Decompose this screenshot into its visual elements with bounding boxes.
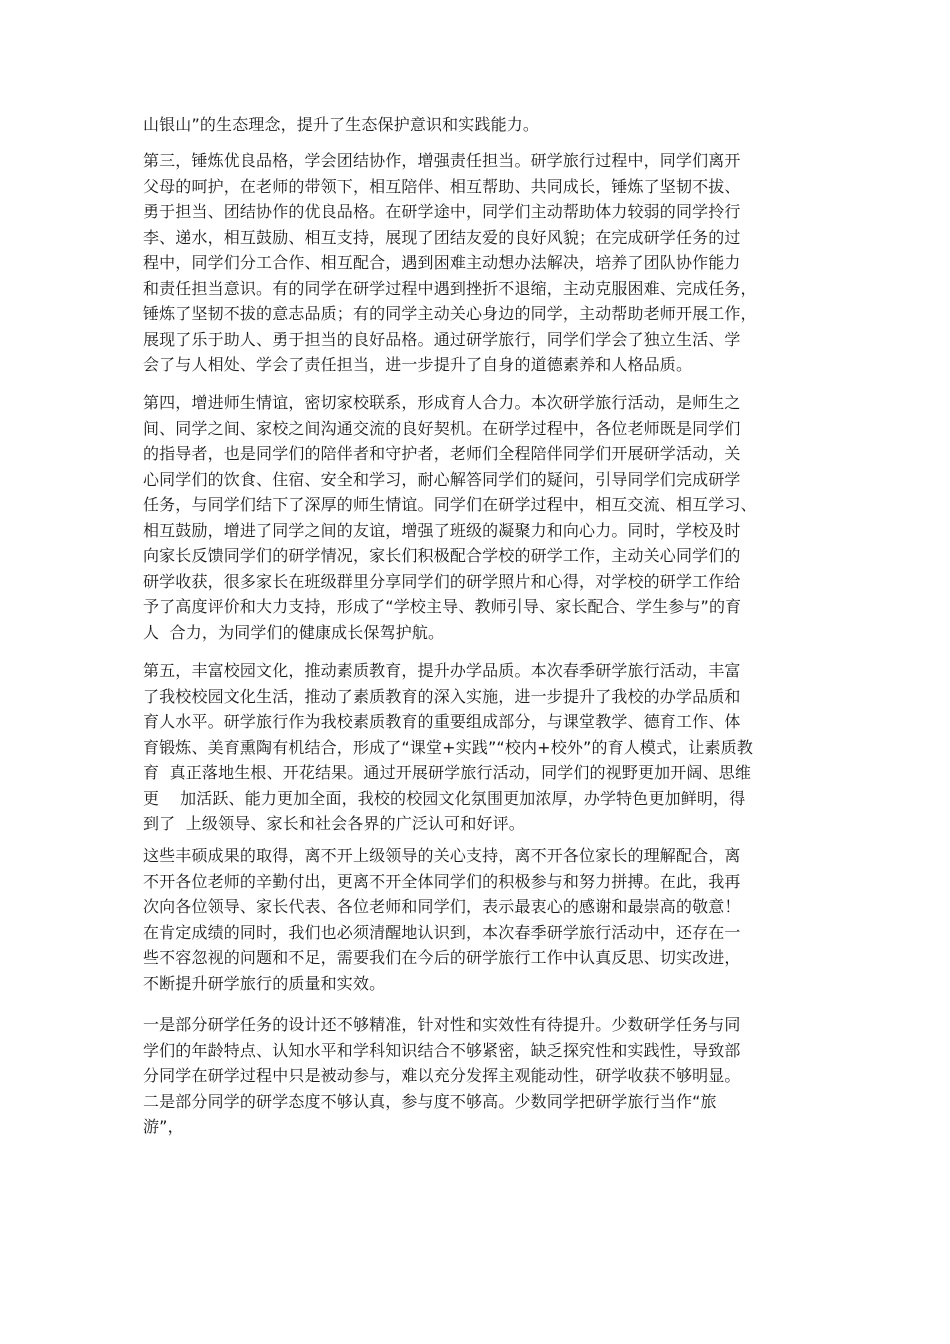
paragraph-intro-fragment [143,112,539,138]
text-line: 展现了乐于助人、勇于担当的良好品格。通过研学旅行，同学们学会了独立生活、学 [143,329,741,349]
text-line: 予了高度评价和大力支持，形成了“学校主导、教师引导、家长配合、学生参与”的育 [143,597,742,616]
text-line: 第五，丰富校园文化，推动素质教育，提升办学品质。本次春季研学旅行活动，丰富 [143,661,741,680]
text-line: 研学收获，很多家长在班级群里分享同学们的研学照片和心得，对学校的研学工作给 [143,571,741,591]
text-line: 的指导者，也是同学们的陪伴者和守护者，老师们全程陪伴同学们开展研学活动，关 [143,444,741,463]
text-line: 会了与人相处、学会了责任担当，进一步提升了自身的道德素养和人格品质。 [143,355,693,374]
text-line: 山银山”的生态理念，提升了生态保护意识和实践能力。 [143,115,540,134]
text-line: 在肯定成绩的同时，我们也必须清醒地认识到，本次春季研学旅行活动中，还存在一 [143,922,741,942]
paragraph-achievements-summary [143,843,741,996]
text-line: 游”， [143,1117,184,1136]
text-line: 育人水平。研学旅行作为我校素质教育的重要组成部分，与课堂教学、德育工作、体 [143,712,741,731]
paragraph-fourth-point [143,390,757,645]
text-line: 这些丰硕成果的取得，离不开上级领导的关心支持，离不开各位家长的理解配合，离 [143,846,741,865]
text-line: 育 真正落地生根、开花结果。通过开展研学旅行活动，同学们的视野更加开阔、思维 [143,763,752,782]
text-line: 些不容忽视的问题和不足，需要我们在今后的研学旅行工作中认真反思、切实改进， [143,948,741,967]
text-line: 学们的年龄特点、认知水平和学科知识结合不够紧密，缺乏探究性和实践性，导致部 [143,1040,741,1060]
paragraph-fifth-point [143,658,753,837]
paragraph-problems [143,1012,741,1140]
text-line: 人 合力，为同学们的健康成长保驾护航。 [143,622,445,642]
text-line: 锤炼了坚韧不拔的意志品质；有的同学主动关心身边的同学，主动帮助老师开展工作， [143,304,757,323]
text-line: 相互鼓励，增进了同学之间的友谊，增强了班级的凝聚力和向心力。同时，学校及时 [143,520,741,540]
text-line: 父母的呵护，在老师的带领下，相互陪伴、相互帮助、共同成长，锤炼了坚韧不拔、 [143,176,741,196]
text-line: 程中，同学们分工合作、相互配合，遇到困难主动想办法解决，培养了团队协作能力 [143,253,741,272]
text-line: 向家长反馈同学们的研学情况，家长们积极配合学校的研学工作，主动关心同学们的 [143,546,741,565]
text-line: 二是部分同学的研学态度不够认真，参与度不够高。少数同学把研学旅行当作“旅 [143,1091,717,1111]
text-line: 和责任担当意识。有的同学在研学过程中遇到挫折不退缩，主动克服困难、完成任务， [143,278,757,298]
text-line: 间、同学之间、家校之间沟通交流的良好契机。在研学过程中，各位老师既是同学们 [143,418,741,438]
text-line: 任务，与同学们结下了深厚的师生情谊。同学们在研学过程中，相互交流、相互学习、 [143,495,757,514]
text-line: 李、递水，相互鼓励、相互支持，展现了团结友爱的良好风貌；在完成研学任务的过 [143,227,741,247]
paragraph-third-point [143,148,757,378]
text-line: 更 加活跃、能力更加全面，我校的校园文化氛围更加浓厚，办学特色更加鲜明，得 [143,788,746,808]
text-line: 第四，增进师生情谊，密切家校联系，形成育人合力。本次研学旅行活动，是师生之 [143,393,741,412]
text-line: 第三，锤炼优良品格，学会团结协作，增强责任担当。研学旅行过程中，同学们离开 [143,151,741,170]
text-line: 心同学们的饮食、住宿、安全和学习，耐心解答同学们的疑问，引导同学们完成研学 [143,469,741,489]
text-line: 分同学在研学过程中只是被动参与，难以充分发挥主观能动性，研学收获不够明显。 [143,1066,741,1085]
text-line: 次向各位领导、家长代表、各位老师和同学们，表示最衷心的感谢和最崇高的敬意！ [143,897,741,916]
text-line: 不断提升研学旅行的质量和实效。 [143,973,386,993]
text-line: 到了 上级领导、家长和社会各界的广泛认可和好评。 [143,814,525,833]
text-line: 一是部分研学任务的设计还不够精准，针对性和实效性有待提升。少数研学任务与同 [143,1015,741,1034]
text-line: 了我校校园文化生活，推动了素质教育的深入实施，进一步提升了我校的办学品质和 [143,686,741,706]
text-line: 不开各位老师的辛勤付出，更离不开全体同学们的积极参与和努力拼搏。在此，我再 [143,871,741,891]
text-line: 勇于担当、团结协作的优良品格。在研学途中，同学们主动帮助体力较弱的同学拎行 [143,202,741,221]
text-line: 育锻炼、美育熏陶有机结合，形成了“课堂+实践”“校内+校外”的育人模式，让素质教 [143,737,753,757]
